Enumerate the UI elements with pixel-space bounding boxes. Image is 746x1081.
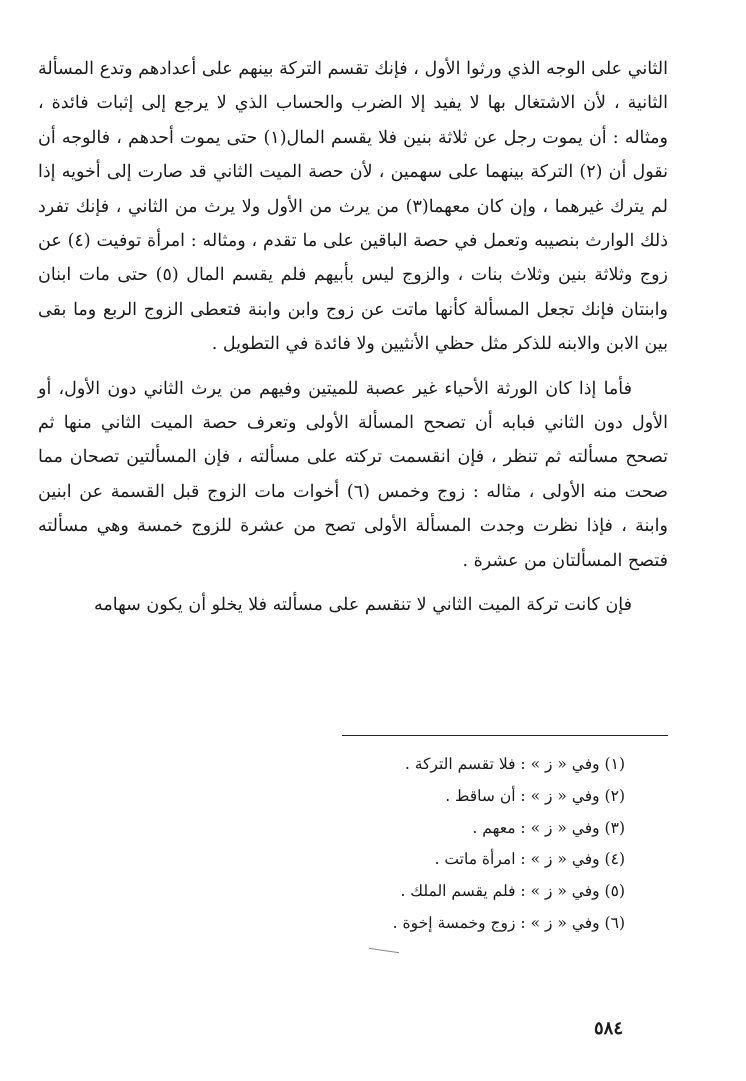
paragraph-2: فأما إذا كان الورثة الأحياء غير عصبة للميتين وفيهم من يرث الثاني دون الأول، أو الأول دون الثاني فبابه أن تصحح المسألة الأولى وتعرف حصة الميت الثاني منها ثم تصحح مسألته ثم تنظر ، فإن انقسمت تركته على مسألته ، فإن المسألتين تصحان مما صحت منه الأولى ، مثاله : زوج وخمس (٦) أخوات مات الزوج قبل القسمة عن ابنين وابنة ، فإذا نظرت وجدت المسألة الأولى تصح من عشرة للزوج خمسة وهي مسألته فتصح المسألتان من عشرة . xyxy=(38,378,668,571)
footnote-2: (٢) وفي « ز » : أن ساقط . xyxy=(445,786,625,805)
footnotes xyxy=(250,749,625,940)
footnote-3: (٣) وفي « ز » : معهم . xyxy=(472,818,625,837)
footnote-separator xyxy=(342,735,668,736)
footnote-4: (٤) وفي « ز » : امرأة ماتت . xyxy=(434,850,625,869)
footnote-1: (١) وفي « ز » : فلا تقسم التركة . xyxy=(404,755,625,773)
page-number: ٥٨٤ xyxy=(594,1018,624,1039)
paragraph-3: فإن كانت تركة الميت الثاني لا تنقسم على مسألته فلا يخلو أن يكون سهامه xyxy=(93,595,632,616)
main-text xyxy=(38,52,668,623)
footnote-6: (٦) وفي « ز » : زوج وخمسة إخوة . xyxy=(392,913,625,932)
paragraph-1: الثاني على الوجه الذي ورثوا الأول ، فإنك تقسم التركة بينهم على أعدادهم وتدع المسألة الثانية ، لأن الاشتغال بها لا يفيد إلا الضرب والحساب الذي لا يرجع إلى إثبات فائدة ، ومثاله : أن يموت رجل عن ثلاثة بنين فلا يقسم المال(١) حتى يموت أحدهم ، فالوجه أن نقول أن (٢) التركة بينهما على سهمين ، لأن حصة الميت الثاني قد صارت إلى أخويه إذا لم يترك غيرهما ، وإن كان معهما(٣) من يرث من الأول ولا يرث من الثاني ، فإنك تفرد ذلك الوارث بنصيبه وتعمل في حصة الباقين على ما تقدم ، ومثاله : امرأة توفيت (٤) عن زوج وثلاثة بنين وثلاث بنات ، والزوج ليس بأبيهم فلم يقسم المال (٥) حتى مات ابنان وابنتان فإنك تجعل المسألة كأنها ماتت عن زوج وابن وابنة فتعطى الزوج الربع وما بقى بين الابن والابنه للذكر مثل حظي الأنثيين ولا فائدة في التطويل . xyxy=(38,59,669,355)
pen-mark xyxy=(369,948,399,953)
footnote-5: (٥) وفي « ز » : فلم يقسم الملك . xyxy=(400,882,625,901)
